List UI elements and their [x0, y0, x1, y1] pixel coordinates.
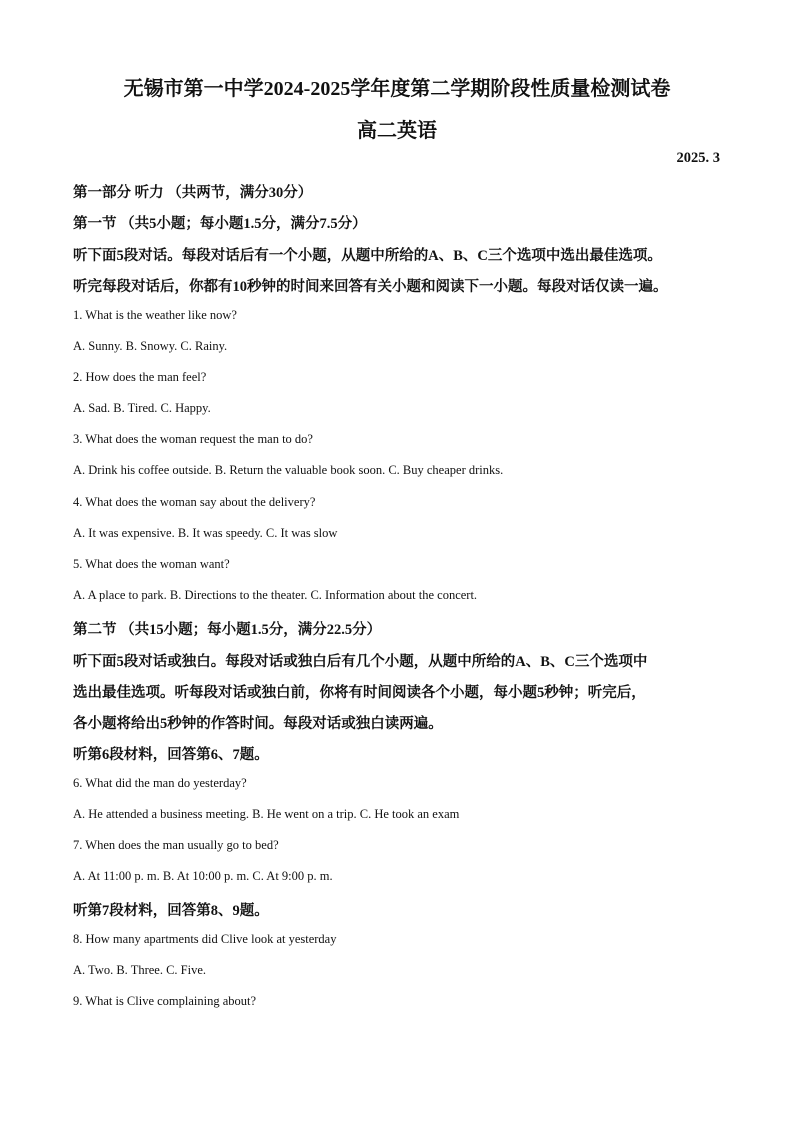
- section2-instruction-3: 各小题将给出5秒钟的作答时间。每段对话或独白读两遍。: [73, 716, 443, 732]
- question-7-options: A. At 11:00 p. m. B. At 10:00 p. m. C. At 9:00 p. m.: [73, 869, 333, 883]
- section1-heading: 第一节 （共5小题；每小题1.5分，满分7.5分）: [73, 216, 367, 232]
- question-8: 8. How many apartments did Clive look at yesterday: [73, 932, 337, 946]
- section2-instruction-1: 听下面5段对话或独白。每段对话或独白后有几个小题，从题中所给的A、B、C三个选项中: [73, 654, 648, 670]
- question-4: 4. What does the woman say about the delivery?: [73, 495, 316, 509]
- material-7-heading: 听第7段材料，回答第8、9题。: [73, 903, 269, 919]
- question-1-options: A. Sunny. B. Snowy. C. Rainy.: [73, 339, 228, 353]
- question-5: 5. What does the woman want?: [73, 557, 230, 571]
- question-7: 7. When does the man usually go to bed?: [73, 838, 279, 852]
- question-5-options: A. A place to park. B. Directions to the theater. C. Information about the concert.: [73, 588, 478, 602]
- part1-heading: 第一部分 听力 （共两节，满分30分）: [73, 185, 313, 201]
- question-2: 2. How does the man feel?: [73, 370, 207, 384]
- question-3-options: A. Drink his coffee outside. B. Return the valuable book soon. C. Buy cheaper drinks.: [73, 463, 504, 477]
- exam-subject: 高二英语: [357, 120, 437, 142]
- question-6: 6. What did the man do yesterday?: [73, 776, 247, 790]
- question-4-options: A. It was expensive. B. It was speedy. C. It was slow: [73, 526, 338, 540]
- question-1: 1. What is the weather like now?: [73, 308, 237, 322]
- exam-date: 2025. 3: [676, 150, 720, 166]
- section2-instruction-2: 选出最佳选项。听每段对话或独白前，你将有时间阅读各个小题，每小题5秒钟；听完后，: [73, 685, 646, 701]
- material-6-heading: 听第6段材料，回答第6、7题。: [73, 747, 269, 763]
- question-3: 3. What does the woman request the man to do?: [73, 432, 313, 446]
- question-9: 9. What is Clive complaining about?: [73, 994, 257, 1008]
- question-2-options: A. Sad. B. Tired. C. Happy.: [73, 401, 211, 415]
- section1-instruction-2: 听完每段对话后，你都有10秒钟的时间来回答有关小题和阅读下一小题。每段对话仅读一遍。: [73, 279, 668, 295]
- question-6-options: A. He attended a business meeting. B. He went on a trip. C. He took an exam: [73, 807, 460, 821]
- question-8-options: A. Two. B. Three. C. Five.: [73, 963, 207, 977]
- section1-instruction-1: 听下面5段对话。每段对话后有一个小题，从题中所给的A、B、C三个选项中选出最佳选项。: [73, 248, 662, 264]
- exam-title: 无锡市第一中学2024-2025学年度第二学期阶段性质量检测试卷: [123, 78, 671, 100]
- section2-heading: 第二节 （共15小题；每小题1.5分，满分22.5分）: [73, 622, 382, 638]
